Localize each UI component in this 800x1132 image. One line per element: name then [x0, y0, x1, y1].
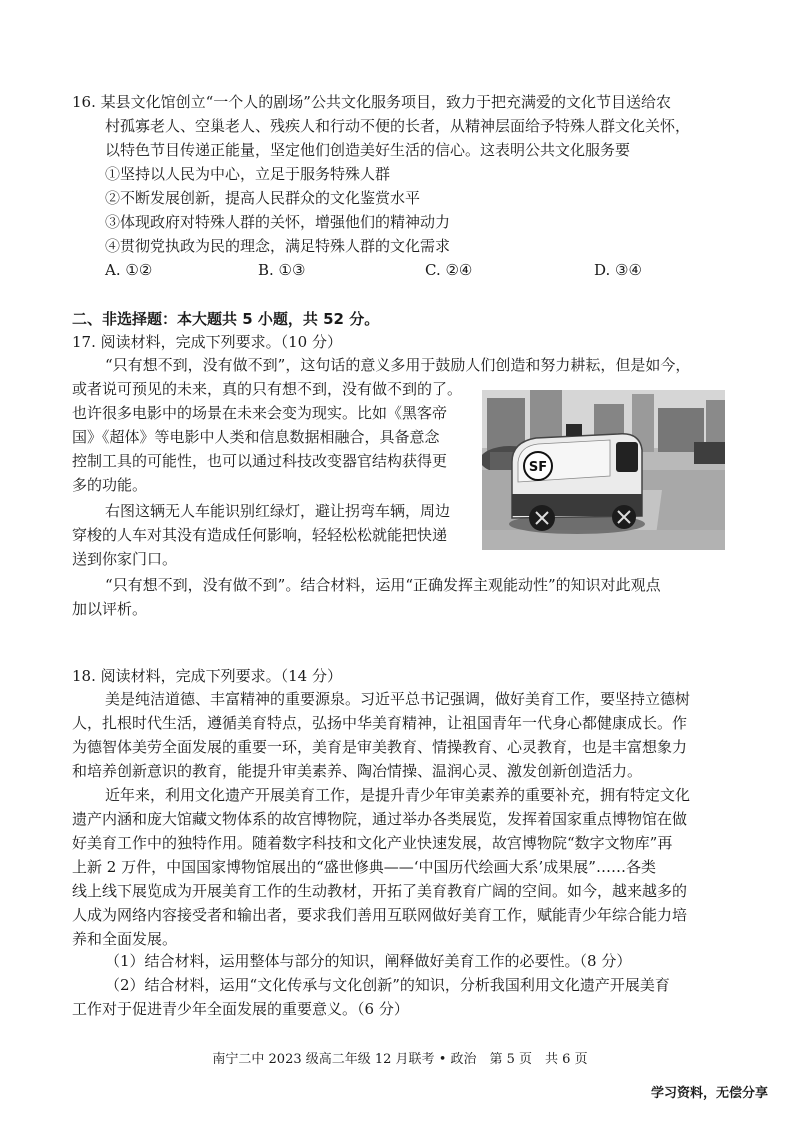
q16-option-b: B. ①③	[258, 261, 306, 279]
q18-para-line-7: 好美育工作中的独特作用。随着数字科技和文化产业快速发展，故宫博物院“数字文物库”再	[72, 834, 673, 852]
q16-option-d: D. ③④	[594, 261, 642, 279]
sf-logo-text: SF	[528, 460, 548, 475]
q16-stem-line-2: 村孤寡老人、空巢老人、残疾人和行动不便的长者，从精神层面给予特殊人群文化关怀，	[105, 117, 691, 135]
q18-title: 18. 阅读材料，完成下列要求。（14 分）	[72, 667, 342, 685]
q17-question-line-1: “只有想不到，没有做不到”。结合材料，运用“正确发挥主观能动性”的知识对此观点	[105, 576, 661, 594]
delivery-robot-photo	[482, 390, 725, 550]
q18-para-line-6: 遗产内涵和庞大馆藏文物体系的故宫博物院，通过举办各类展览，发挥着国家重点博物馆在做	[72, 810, 688, 828]
q16-statement-2: ②不断发展创新，提高人民群众的文化鉴赏水平	[105, 189, 421, 207]
q17-material-line-7: 右图这辆无人车能识别红绿灯，避让拐弯车辆，周边	[105, 502, 451, 520]
q16-stem-line-1: 16. 某县文化馆创立“一个人的剧场”公共文化服务项目，致力于把充满爱的文化节目送给农	[72, 93, 671, 111]
q17-material-line-2: 或者说可预见的未来，真的只有想不到，没有做不到的了。	[72, 380, 463, 398]
q17-material-line-4: 国》《超体》等电影中人类和信息数据相融合，具备意念	[72, 428, 440, 446]
q18-para-line-2: 人，扎根时代生活，遵循美育特点，弘扬中华美育精神，让祖国青年一代身心都健康成长。作	[72, 714, 688, 732]
q16-option-c: C. ②④	[425, 261, 473, 279]
watermark-text: 学习资料，无偿分享	[650, 1086, 768, 1101]
q17-material-line-1: “只有想不到，没有做不到”，这句话的意义多用于鼓励人们创造和努力耕耘，但是如今，	[105, 356, 691, 374]
q17-material-line-8: 穿梭的人车对其没有造成任何影响，轻轻松松就能把快递	[72, 526, 448, 544]
q18-para-line-8: 上新 2 万件，中国国家博物馆展出的“盛世修典——‘中国历代绘画大系’成果展”……各类	[72, 858, 656, 876]
q18-sub-question-2-cont: 工作对于促进青少年全面发展的重要意义。（6 分）	[72, 1000, 409, 1018]
q18-para-line-3: 为德智体美劳全面发展的重要一环，美育是审美教育、情操教育、心灵教育，也是丰富想象力	[72, 738, 688, 756]
q16-statement-4: ④贯彻党执政为民的理念，满足特殊人群的文化需求	[105, 237, 451, 255]
q18-sub-question-1: （1）结合材料，运用整体与部分的知识，阐释做好美育工作的必要性。（8 分）	[105, 952, 632, 970]
q17-material-line-6: 多的功能。	[72, 476, 148, 494]
q17-material-line-9: 送到你家门口。	[72, 550, 178, 568]
q16-statement-3: ③体现政府对特殊人群的关怀，增强他们的精神动力	[105, 213, 451, 231]
q18-para-line-4: 和培养创新意识的教育，能提升审美素养、陶冶情操、温润心灵、激发创新创造活力。	[72, 762, 643, 780]
q18-para-line-1: 美是纯洁道德、丰富精神的重要源泉。习近平总书记强调，做好美育工作，要坚持立德树	[105, 690, 691, 708]
q18-sub-question-2: （2）结合材料，运用“文化传承与文化创新”的知识，分析我国利用文化遗产开展美育	[105, 976, 670, 994]
q17-material-line-5: 控制工具的可能性，也可以通过科技改变器官结构获得更	[72, 452, 448, 470]
q18-para-line-9: 线上线下展览成为开展美育工作的生动教材，开拓了美育教育广阔的空间。如今，越来越多的	[72, 882, 688, 900]
q18-para-line-11: 养和全面发展。	[72, 930, 178, 948]
q17-material-line-3: 也许很多电影中的场景在未来会变为现实。比如《黑客帝	[72, 404, 448, 422]
q16-stem-line-3: 以特色节目传递正能量，坚定他们创造美好生活的信心。这表明公共文化服务要	[105, 141, 631, 159]
q17-question-line-2: 加以评析。	[72, 600, 148, 618]
page-footer: 南宁二中 2023 级高二年级 12 月联考 • 政治 第 5 页 共 6 页	[212, 1052, 588, 1067]
section-2-heading: 二、非选择题：本大题共 5 小题，共 52 分。	[72, 310, 380, 328]
q16-option-a: A. ①②	[105, 261, 153, 279]
q17-title: 17. 阅读材料，完成下列要求。（10 分）	[72, 333, 342, 351]
q16-statement-1: ①坚持以人民为中心，立足于服务特殊人群	[105, 165, 391, 183]
q18-para-line-10: 人成为网络内容接受者和输出者，要求我们善用互联网做好美育工作，赋能青少年综合能力培	[72, 906, 688, 924]
q18-para-line-5: 近年来，利用文化遗产开展美育工作，是提升青少年审美素养的重要补充，拥有特定文化	[105, 786, 691, 804]
